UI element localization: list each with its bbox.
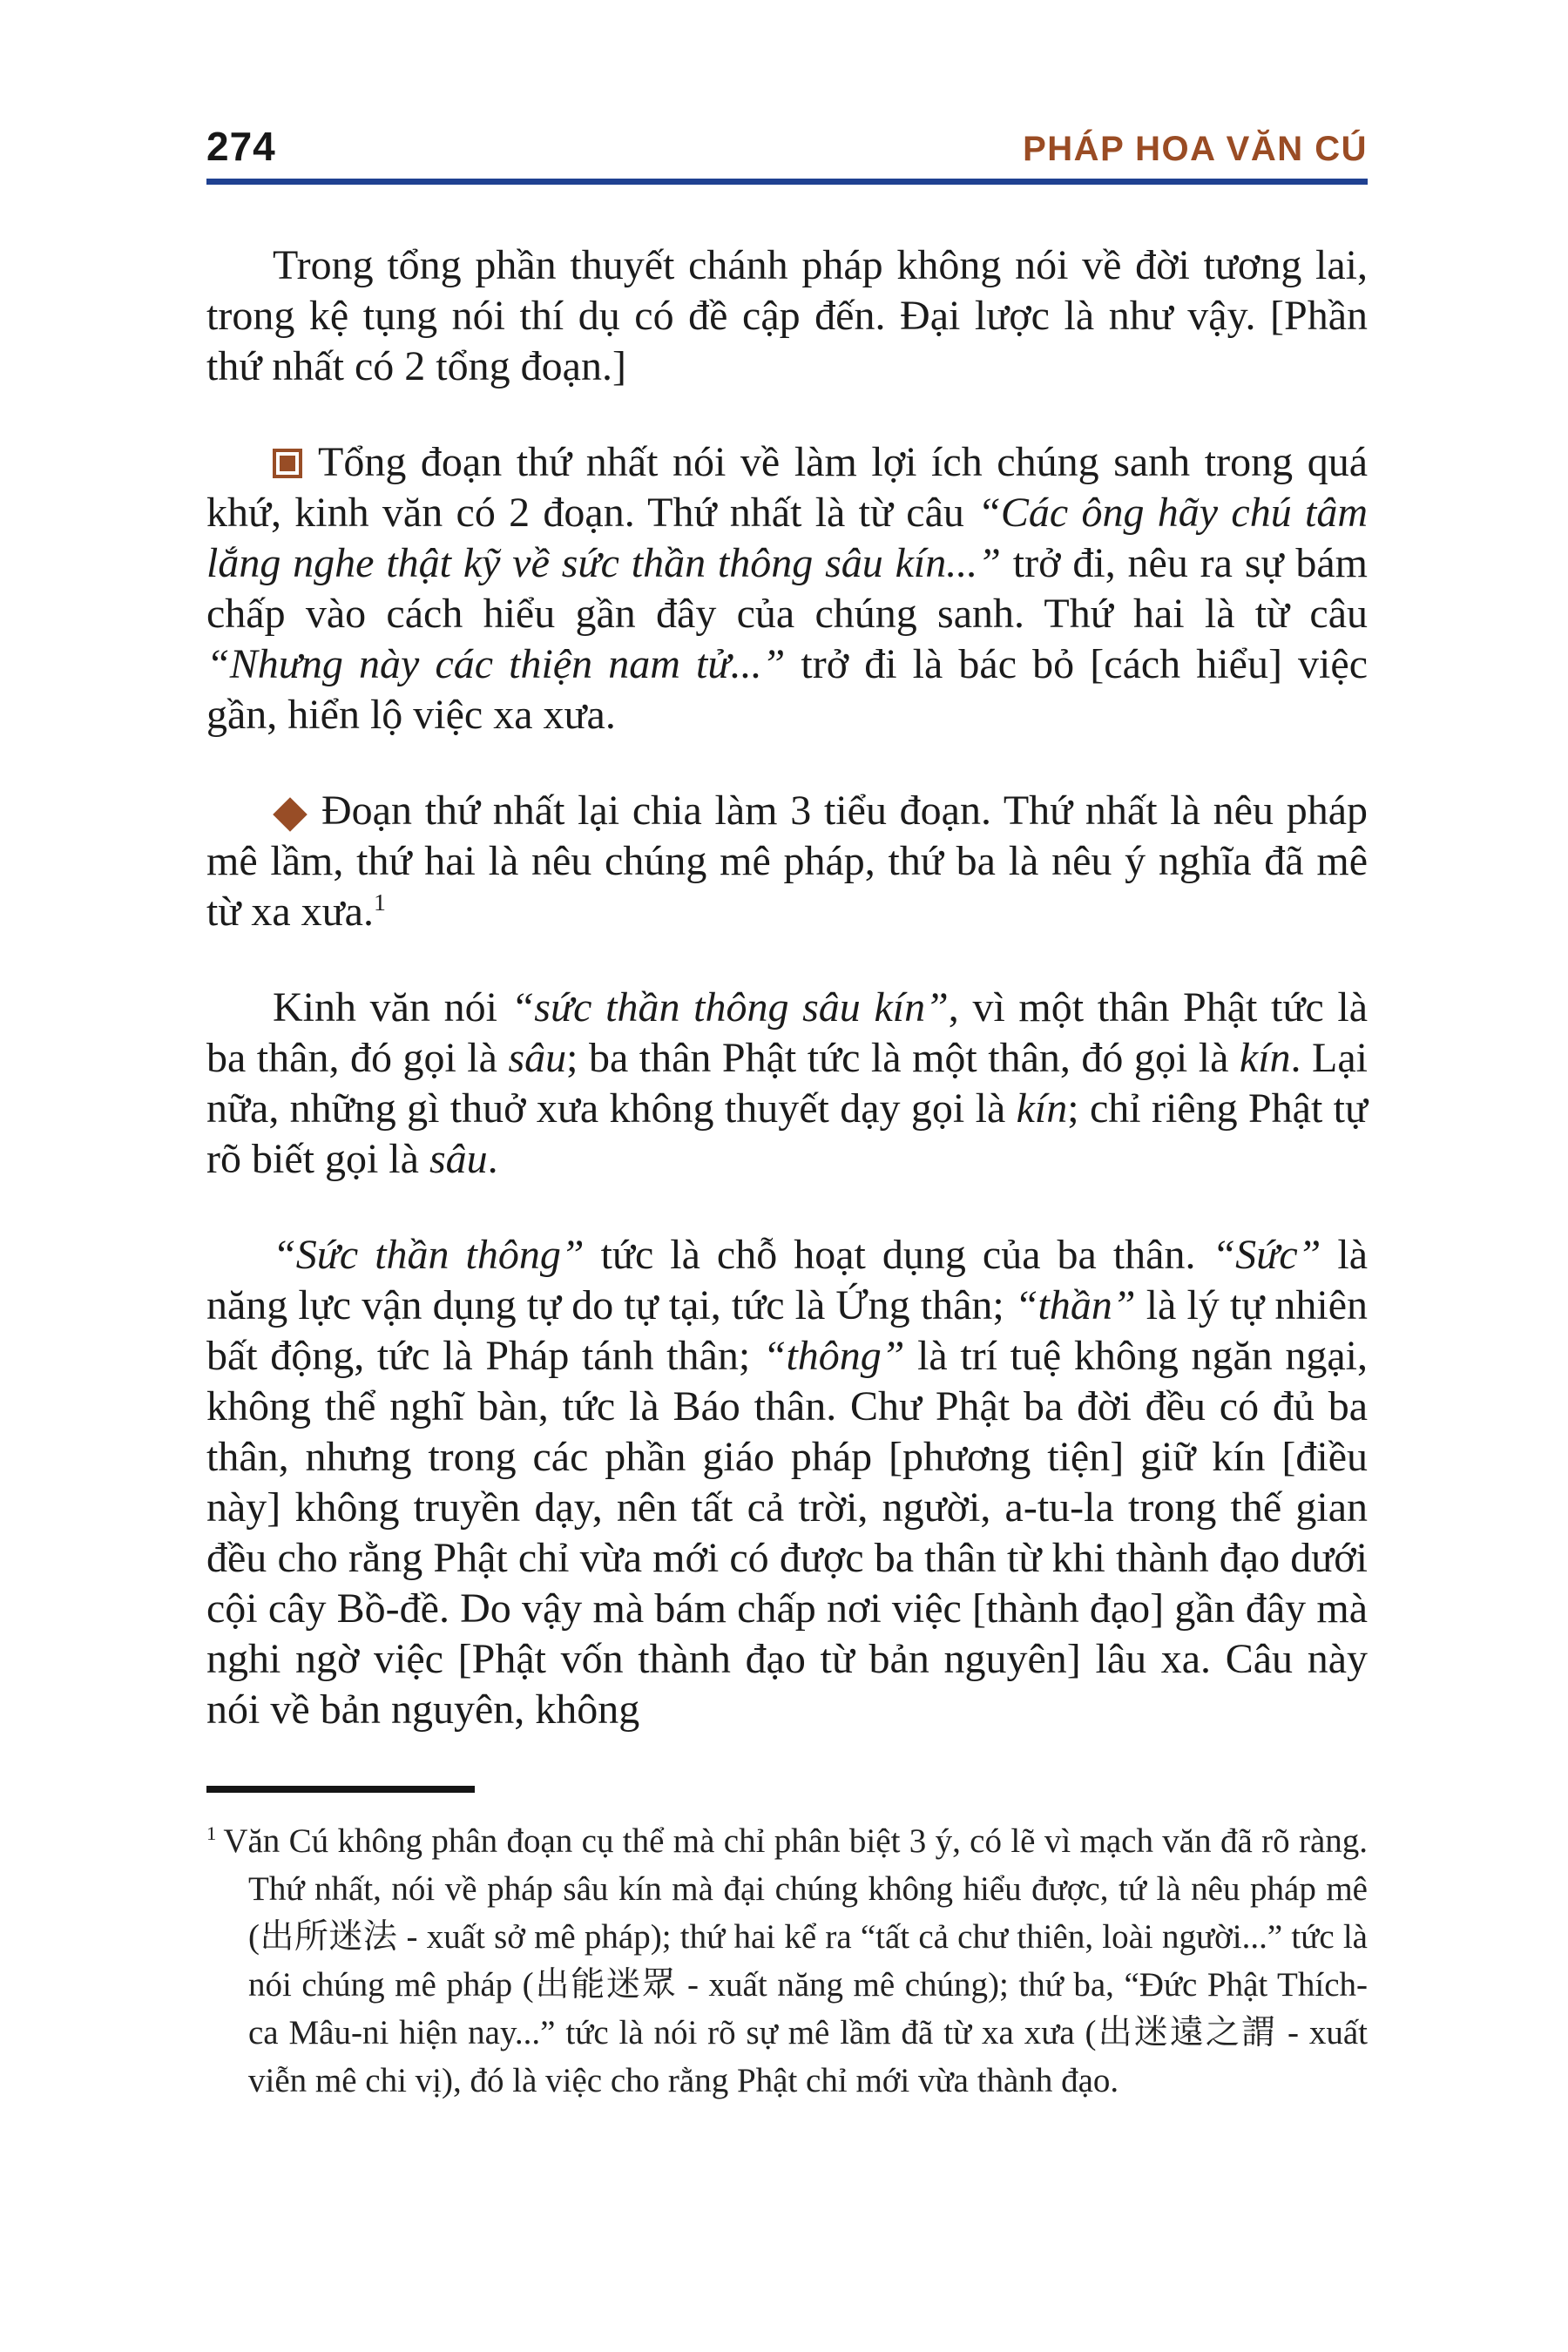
paragraph-5	[206, 1230, 1368, 1735]
paragraph-2	[206, 437, 1368, 740]
paragraph-3	[206, 786, 1368, 937]
paragraph-2-text: Tổng đoạn thứ nhất nói về làm lợi ích chúng sanh trong quá khứ, kinh văn có 2 đoạn. Thứ nhất là từ câu “Các ông hãy chú tâm lắng nghe thật kỹ về sức thần thông sâu kín...” trở đi, nêu ra sự bám chấp vào cách hiểu gần đây của chúng sanh. Thứ hai là từ câu “Nhưng này các thiện nam tử...” trở đi là bác bỏ [cách hiểu] việc gần, hiển lộ việc xa xưa.	[206, 439, 1368, 738]
square-bullet-icon	[273, 449, 302, 478]
body-text	[206, 240, 1368, 1735]
paragraph-5-text: “Sức thần thông” tức là chỗ hoạt dụng của ba thân. “Sức” là năng lực vận dụng tự do tự tại, tức là Ứng thân; “thần” là lý tự nhiên bất động, tức là Pháp tánh thân; “thông” là trí tuệ không ngăn ngại, không thể nghĩ bàn, tức là Báo thân. Chư Phật ba đời đều có đủ ba thân, nhưng trong các phần giáo pháp [phương tiện] giữ kín [điều này] không truyền dạy, nên tất cả trời, người, a-tu-la trong thế gian đều cho rằng Phật chỉ vừa mới có được ba thân từ khi thành đạo dưới cội cây Bồ-đề. Do vậy mà bám chấp nơi việc [thành đạo] gần đây mà nghi ngờ việc [Phật vốn thành đạo từ bản nguyên] lâu xa. Câu này nói về bản nguyên, không	[206, 1232, 1369, 1733]
paragraph-1-text: Trong tổng phần thuyết chánh pháp không nói về đời tương lai, trong kệ tụng nói thí dụ có đề cập đến. Đại lược là như vậy. [Phần thứ nhất có 2 tổng đoạn.]	[206, 242, 1368, 389]
paragraph-1	[206, 240, 1368, 392]
paragraph-3-text: Đoạn thứ nhất lại chia làm 3 tiểu đoạn. Thứ nhất là nêu pháp mê lầm, thứ hai là nêu chúng mê pháp, thứ ba là nêu ý nghĩa đã mê từ xa xưa.$^1$	[206, 787, 1368, 935]
paragraph-4	[206, 983, 1368, 1185]
header-rule	[206, 179, 1368, 185]
running-header	[206, 124, 1368, 169]
page-number: 274	[206, 124, 276, 169]
diamond-bullet-icon	[273, 797, 308, 832]
footnote-section	[206, 1786, 1368, 2105]
paragraph-4-text: Kinh văn nói “sức thần thông sâu kín”, vì một thân Phật tức là ba thân, đó gọi là sâu; ba thân Phật tức là một thân, đó gọi là kín. Lại nữa, những gì thuở xưa không thuyết dạy gọi là kín; chỉ riêng Phật tự rõ biết gọi là sâu.	[206, 984, 1369, 1182]
footnote-separator-rule	[206, 1786, 475, 1793]
footnote-text: $^1$ Văn Cú không phân đoạn cụ thể mà chỉ phân biệt 3 ý, có lẽ vì mạch văn đã rõ ràng. Thứ nhất, nói về pháp sâu kín mà đại chúng không hiểu được, tứ là nêu pháp mê (出所迷法 - xuất sở mê pháp); thứ hai kể ra “tất cả chư thiên, loài người...” tức là nói chúng mê pháp (出能迷眾 - xuất năng mê chúng); thứ ba, “Đức Phật Thích-ca Mâu-ni hiện nay...” tức là nói rõ sự mê lầm đã từ xa xưa (出迷遠之謂 - xuất viễn mê chi vị), đó là việc cho rằng Phật chỉ mới vừa thành đạo.	[206, 1822, 1368, 2099]
running-title: PHÁP HOA VĂN CÚ	[1023, 130, 1368, 168]
